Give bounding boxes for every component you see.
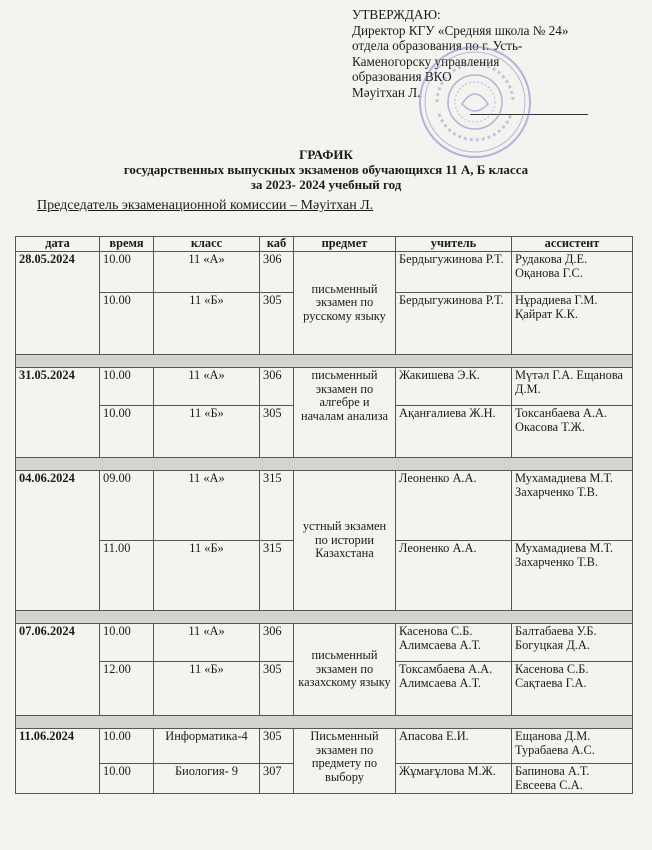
exam-time: 12.00 [100,662,154,716]
exam-teacher: Жакишева Э.К. [396,368,512,406]
separator-cell [16,611,633,624]
title-year: за 2023- 2024 учебный год [250,177,402,192]
exam-class: 11 «Б» [154,293,260,355]
header-assistant: ассистент [512,237,633,252]
exam-assistant: Касенова С.Б. Сақтаева Г.А. [512,662,633,716]
header-time: время [100,237,154,252]
exam-room: 306 [260,252,294,293]
exam-teacher: Жұмағұлова М.Ж. [396,764,512,794]
separator-row [16,355,633,368]
exam-class: 11 «А» [154,252,260,293]
exam-subject: письменный экзамен по русскому языку [294,252,396,355]
exam-assistant: Мухамадиева М.Т. Захарченко Т.В. [512,541,633,611]
exam-subject: Письменный экзамен по предмету по выбору [294,729,396,794]
exam-time: 10.00 [100,406,154,458]
table-row [16,368,633,406]
exam-class: 11 «Б» [154,662,260,716]
exam-room: 306 [260,368,294,406]
exam-teacher: Леоненко А.А. [396,471,512,541]
exam-teacher: Апасова Е.И. [396,729,512,764]
exam-class: Биология- 9 [154,764,260,794]
exam-teacher: Леоненко А.А. [396,541,512,611]
exam-assistant: Балтабаева У.Б. Богуцкая Д.А. [512,624,633,662]
exam-time: 10.00 [100,293,154,355]
exam-room: 315 [260,471,294,541]
header-class: класс [154,237,260,252]
exam-schedule-table [15,236,633,794]
approval-heading: УТВЕРЖДАЮ: [352,7,441,22]
title-heading: ГРАФИК [299,147,353,162]
exam-assistant: Мухамадиева М.Т. Захарченко Т.В. [512,471,633,541]
table-row [16,729,633,764]
exam-class: 11 «Б» [154,406,260,458]
exam-time: 10.00 [100,729,154,764]
exam-assistant: Мүтәл Г.А. Ещанова Д.М. [512,368,633,406]
exam-class: Информатика-4 [154,729,260,764]
exam-room: 315 [260,541,294,611]
exam-assistant: Рудакова Д.Е. Оқанова Г.С. [512,252,633,293]
exam-date: 04.06.2024 [16,471,100,611]
official-stamp [417,44,533,160]
approval-line: образования ВКО [352,69,452,85]
approval-line: отдела образования по г. Усть- [352,38,523,54]
exam-date: 31.05.2024 [16,368,100,458]
exam-time: 10.00 [100,624,154,662]
separator-cell [16,355,633,368]
exam-time: 09.00 [100,471,154,541]
exam-assistant: Бапинова А.Т. Евсеева С.А. [512,764,633,794]
exam-assistant: Токсанбаева А.А. Окасова Т.Ж. [512,406,633,458]
approval-line: Директор КГУ «Средняя школа № 24» [352,22,569,38]
exam-room: 305 [260,293,294,355]
header-room: каб [260,237,294,252]
exam-room: 307 [260,764,294,794]
header-date: дата [16,237,100,252]
exam-class: 11 «Б» [154,541,260,611]
table-header-row [16,237,633,252]
exam-class: 11 «А» [154,471,260,541]
separator-row [16,611,633,624]
exam-assistant: Ещанова Д.М. Турабаева А.С. [512,729,633,764]
title-subheading: государственных выпускных экзаменов обучающихся 11 А, Б класса [123,162,529,177]
exam-date: 11.06.2024 [16,729,100,794]
table-row [16,252,633,293]
exam-assistant: Нұрадиева Г.М. Қайрат К.К. [512,293,633,355]
exam-class: 11 «А» [154,624,260,662]
exam-teacher: Касенова С.Б. Алимсаева А.Т. [396,624,512,662]
exam-class: 11 «А» [154,368,260,406]
director-name: Мәуітхан Л. [352,84,421,100]
exam-room: 305 [260,662,294,716]
exam-time: 10.00 [100,252,154,293]
separator-cell [16,458,633,471]
exam-subject: письменный экзамен по казахскому языку [294,624,396,716]
approval-line: Каменогорску управления [352,53,500,69]
exam-teacher: Бердыгужинова Р.Т. [396,293,512,355]
exam-room: 306 [260,624,294,662]
exam-date: 28.05.2024 [16,252,100,355]
table-row [16,624,633,662]
exam-room: 305 [260,729,294,764]
exam-time: 10.00 [100,764,154,794]
exam-subject: письменный экзамен по алгебре и началам анализа [294,368,396,458]
document-title [0,147,652,192]
exam-subject: устный экзамен по истории Казахстана [294,471,396,611]
exam-time: 11.00 [100,541,154,611]
separator-row [16,458,633,471]
table-row [16,471,633,541]
exam-room: 305 [260,406,294,458]
header-subject: предмет [294,237,396,252]
exam-teacher: Ақанғалиева Ж.Н. [396,406,512,458]
exam-time: 10.00 [100,368,154,406]
separator-row [16,716,633,729]
exam-teacher: Токсамбаева А.А. Алимсаева А.Т. [396,662,512,716]
exam-teacher: Бердыгужинова Р.Т. [396,252,512,293]
exam-date: 07.06.2024 [16,624,100,716]
separator-cell [16,716,633,729]
commission-chair: Председатель экзаменационной комиссии – Мәуітхан Л. [37,198,374,213]
header-teacher: учитель [396,237,512,252]
